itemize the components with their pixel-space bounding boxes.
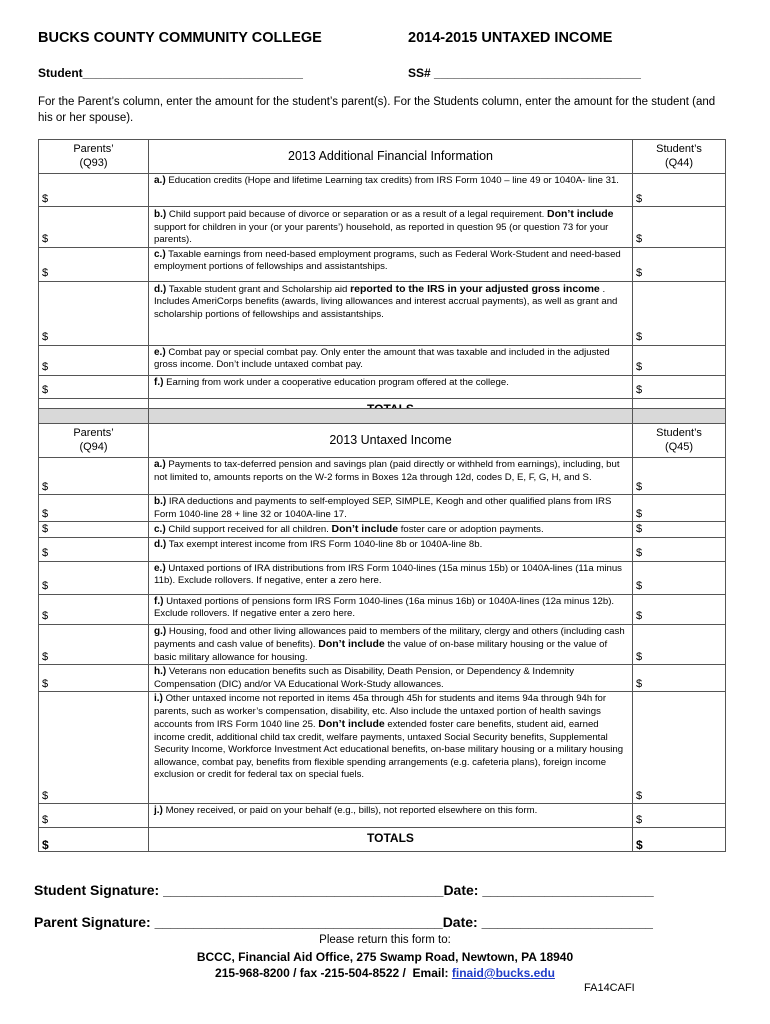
currency-symbol: $ [42, 507, 49, 520]
item-row [39, 804, 726, 828]
section1-header-row [39, 140, 726, 174]
item-letter: e.) [154, 346, 166, 358]
item-row [39, 247, 726, 281]
parent-total-field[interactable]: $ [39, 828, 149, 852]
student-amount-field[interactable] [633, 804, 726, 828]
emphasis-text: Don’t include [331, 523, 399, 535]
return-note: Please return this form to: [319, 934, 451, 946]
parents-column-header: Parents’ (Q93) [39, 140, 149, 174]
additional-financial-info-table [38, 139, 726, 423]
item-row [39, 495, 726, 522]
item-description [149, 804, 633, 828]
currency-symbol: $ [42, 813, 49, 826]
currency-symbol: $ [636, 547, 643, 559]
currency-symbol: $ [42, 610, 49, 622]
item-row [39, 692, 726, 804]
currency-symbol: $ [636, 233, 643, 245]
item-text: Untaxed portions of IRA distributions from IRS Form 1040-lines (15a minus 15b) or 1040A-lines (11a minus 11b). Exclude rollovers. If negative, enter a zero here. [154, 562, 622, 586]
parent-amount-field[interactable] [39, 594, 149, 624]
currency-symbol: $ [42, 789, 49, 802]
item-description [149, 665, 633, 692]
students-column-header: Student’s (Q45) [633, 424, 726, 458]
item-letter: h.) [154, 666, 167, 677]
student-amount-field[interactable] [633, 174, 726, 207]
student-signature-blank: ____________________________________ [163, 882, 444, 898]
currency-symbol: $ [42, 267, 49, 279]
item-text: foster care or adoption payments. [400, 524, 544, 535]
phone-fax: 215-968-8200 / fax -215-504-8522 / [215, 966, 406, 980]
currency-symbol: $ [636, 677, 643, 690]
currency-symbol: $ [636, 480, 643, 493]
parent-amount-field[interactable] [39, 247, 149, 281]
parent-amount-field[interactable] [39, 458, 149, 495]
item-row [39, 345, 726, 375]
student-amount-field[interactable] [633, 281, 726, 345]
item-description [149, 174, 633, 207]
parent-amount-field[interactable] [39, 345, 149, 375]
student-amount-field[interactable] [633, 247, 726, 281]
currency-symbol: $ [42, 361, 49, 373]
item-text: Other untaxed income not reported in items 45a through 45h for students and items 94a through 94h for parents, such as worker’s compensation, disability, etc. Also include the untaxed portion of health savings accounts from IRS Form 1040 line 25. [154, 693, 607, 730]
student-signature-label: Student Signature: [34, 882, 160, 898]
item-letter: i.) [154, 693, 163, 704]
student-line: _________________________________ [82, 66, 303, 80]
currency-symbol: $ [636, 580, 643, 592]
item-text: Payments to tax-deferred pension and savings plan (paid directly or withheld from earnings), including, but not limited to, amounts reports on the W-2 forms in Boxes 12a through 12d, codes D, E, F, G, H, and S. [154, 459, 620, 483]
student-label: Student [38, 66, 83, 80]
parent-amount-field[interactable] [39, 207, 149, 248]
form-code: FA14CAFI [584, 982, 635, 994]
item-row [39, 281, 726, 345]
totals-label: TOTALS [149, 828, 633, 852]
item-letter: d.) [154, 283, 167, 295]
students-column-header: Student’s (Q44) [633, 140, 726, 174]
untaxed-income-table [38, 408, 726, 852]
item-text: the value of on-base military housing or the value of basic military allowance for housing. [154, 639, 608, 663]
item-text: support for children in your (or your parents’) household, as reported in question 95 (or question 73 for your parents). [154, 221, 609, 245]
item-letter: f.) [154, 595, 164, 607]
currency-symbol: $ [42, 650, 49, 663]
currency-symbol: $ [42, 523, 49, 535]
currency-symbol: $ [636, 267, 643, 279]
item-text: . Includes AmeriCorps benefits (awards, living allowances and interest accrual payments), as well as grant and scholarship portions of fellowships and assistantships. [154, 283, 618, 320]
parent-amount-field[interactable] [39, 495, 149, 522]
emphasis-text: Don’t include [318, 718, 385, 730]
item-letter: g.) [154, 625, 167, 637]
parent-signature-line[interactable] [34, 914, 653, 930]
currency-symbol: $ [42, 677, 49, 690]
item-text: Untaxed portions of pensions form IRS Form 1040-lines (16a minus 16b) or 1040A-lines (12a minus 12b). Exclude rollovers. If negative enter a zero here. [154, 595, 615, 619]
currency-symbol: $ [636, 361, 643, 373]
parent-date-blank: ______________________ [481, 914, 653, 930]
student-date-blank: ______________________ [482, 882, 654, 898]
item-text: Veterans non education benefits such as Disability, Death Pension, or Dependency & Indemnity Compensation (DIC) and/or VA Educational Work-Study allowances. [154, 666, 575, 690]
parent-amount-field[interactable] [39, 692, 149, 804]
form-title: 2014-2015 UNTAXED INCOME [408, 30, 613, 46]
parent-signature-label: Parent Signature: [34, 914, 151, 930]
email-link[interactable]: finaid@bucks.edu [451, 966, 555, 980]
currency-symbol: $ [636, 813, 643, 826]
item-text: IRA deductions and payments to self-employed SEP, SIMPLE, Keogh and other qualified plans from IRS Form 1040-line 28 + line 32 or 1040A-line 17. [154, 496, 612, 520]
item-letter: e.) [154, 562, 166, 574]
currency-symbol: $ [636, 192, 643, 205]
section2-title: 2013 Untaxed Income [149, 424, 633, 458]
item-row [39, 665, 726, 692]
item-description [149, 495, 633, 522]
item-letter: c.) [154, 248, 166, 260]
parent-date-label: Date: [442, 914, 478, 930]
item-description [149, 207, 633, 248]
parent-amount-field[interactable] [39, 281, 149, 345]
item-row [39, 594, 726, 624]
currency-symbol: $ [42, 192, 49, 205]
item-row [39, 207, 726, 248]
parent-signature-blank: _____________________________________ [154, 914, 443, 930]
currency-symbol: $ [42, 547, 49, 559]
item-text: Combat pay or special combat pay. Only enter the amount that was taxable and included in the adjusted gross income. Don’t include untaxed combat pay. [154, 346, 610, 370]
item-row [39, 561, 726, 594]
parent-amount-field[interactable] [39, 174, 149, 207]
ssn-line: _______________________________ [434, 66, 641, 80]
parent-amount-field[interactable] [39, 561, 149, 594]
parent-amount-field[interactable] [39, 375, 149, 398]
item-text: Child support received for all children. [168, 524, 329, 535]
item-text: Money received, or paid on your behalf (e.g., bills), not reported elsewhere on this form. [165, 805, 538, 816]
item-letter: b.) [154, 496, 167, 507]
instructions: For the Parent’s column, enter the amount for the student’s parent(s). For the Students column, enter the amount for the student (and his or her spouse). [38, 96, 716, 124]
student-amount-field[interactable] [633, 345, 726, 375]
student-amount-field[interactable] [633, 594, 726, 624]
section2-header-row [39, 424, 726, 458]
item-letter: b.) [154, 209, 167, 220]
item-letter: d.) [154, 538, 167, 550]
item-text: Taxable earnings from need-based employment programs, such as Federal Work-Student and need-based employment portions of fellowships and assistantships. [154, 248, 621, 272]
student-amount-field[interactable] [633, 207, 726, 248]
student-amount-field[interactable] [633, 495, 726, 522]
item-description [149, 561, 633, 594]
item-description [149, 247, 633, 281]
currency-symbol: $ [636, 610, 643, 622]
currency-symbol: $ [42, 384, 49, 396]
office-address: BCCC, Financial Aid Office, 275 Swamp Road, Newtown, PA 18940 [196, 950, 574, 964]
item-description [149, 594, 633, 624]
currency-symbol: $ [42, 233, 49, 245]
item-letter: j.) [154, 805, 163, 816]
contact-line [0, 966, 770, 980]
student-signature-line[interactable] [34, 882, 654, 898]
item-text: Taxable student grant and Scholarship aid [168, 283, 348, 295]
email-label: Email: [412, 966, 449, 980]
student-amount-field[interactable] [633, 561, 726, 594]
item-description [149, 624, 633, 665]
currency-symbol: $ [636, 507, 643, 520]
item-row [39, 522, 726, 538]
student-amount-field[interactable] [633, 375, 726, 398]
item-letter: a.) [154, 459, 166, 470]
emphasis-text: reported to the IRS in your adjusted gross income [350, 282, 600, 295]
student-total-field[interactable]: $ [633, 828, 726, 852]
item-description [149, 375, 633, 398]
ssn-label: SS# [408, 66, 431, 80]
item-row [39, 624, 726, 665]
item-text: Child support paid because of divorce or separation or as a result of a legal requirement. [168, 209, 545, 220]
student-amount-field[interactable] [633, 537, 726, 561]
currency-symbol: $ [636, 331, 643, 343]
item-description [149, 458, 633, 495]
student-amount-field[interactable] [633, 692, 726, 804]
item-description [149, 281, 633, 345]
student-amount-field[interactable] [633, 624, 726, 665]
item-description [149, 692, 633, 804]
student-amount-field[interactable] [633, 458, 726, 495]
currency-symbol: $ [42, 480, 49, 493]
item-row [39, 537, 726, 561]
item-description [149, 537, 633, 561]
student-name-field[interactable] [38, 66, 303, 80]
item-description [149, 522, 633, 538]
item-row [39, 375, 726, 398]
currency-symbol: $ [42, 331, 49, 343]
parent-amount-field[interactable] [39, 665, 149, 692]
item-letter: c.) [154, 524, 166, 535]
item-text: Education credits (Hope and lifetime Learning tax credits) from IRS Form 1040 – line 49 or 1040A- line 31. [168, 175, 619, 186]
item-text: Earning from work under a cooperative education program offered at the college. [166, 376, 509, 388]
student-date-label: Date: [443, 882, 479, 898]
student-amount-field[interactable] [633, 522, 726, 538]
item-row [39, 174, 726, 207]
student-amount-field[interactable] [633, 665, 726, 692]
section-divider [39, 409, 726, 424]
section1-title: 2013 Additional Financial Information [149, 140, 633, 174]
emphasis-text: Don’t include [318, 638, 385, 650]
currency-symbol: $ [636, 789, 643, 802]
currency-symbol: $ [636, 650, 643, 663]
item-text: Tax exempt interest income from IRS Form 1040-line 8b or 1040A-line 8b. [168, 538, 483, 550]
item-description [149, 345, 633, 375]
currency-symbol: $ [42, 580, 49, 592]
item-text: extended foster care benefits, student aid, earned income credit, additional child tax credit, welfare payments, untaxed Social Security benefits, Supplemental Security Income, Workforce Investment Act educational benefits, on-base military housing or a military housing allowance, combat pay, benefits from flexible spending arrangements (e.g. cafeteria plans), foreign income exclusion or credit for federal tax on special fuels. [154, 719, 624, 780]
parents-column-header: Parents’ (Q94) [39, 424, 149, 458]
item-row [39, 458, 726, 495]
parent-amount-field[interactable] [39, 804, 149, 828]
parent-amount-field[interactable] [39, 624, 149, 665]
totals-row [39, 828, 726, 852]
item-letter: a.) [154, 175, 166, 186]
emphasis-text: Don’t include [547, 208, 614, 220]
parent-amount-field[interactable] [39, 522, 149, 538]
currency-symbol: $ [636, 384, 643, 396]
ssn-field[interactable] [408, 66, 641, 80]
currency-symbol: $ [636, 523, 643, 535]
college-name: BUCKS COUNTY COMMUNITY COLLEGE [38, 30, 322, 46]
item-letter: f.) [154, 376, 164, 388]
parent-amount-field[interactable] [39, 537, 149, 561]
item-text: Housing, food and other living allowances paid to members of the military, clergy and others (including cash payments and cash value of benefits). [154, 625, 625, 650]
